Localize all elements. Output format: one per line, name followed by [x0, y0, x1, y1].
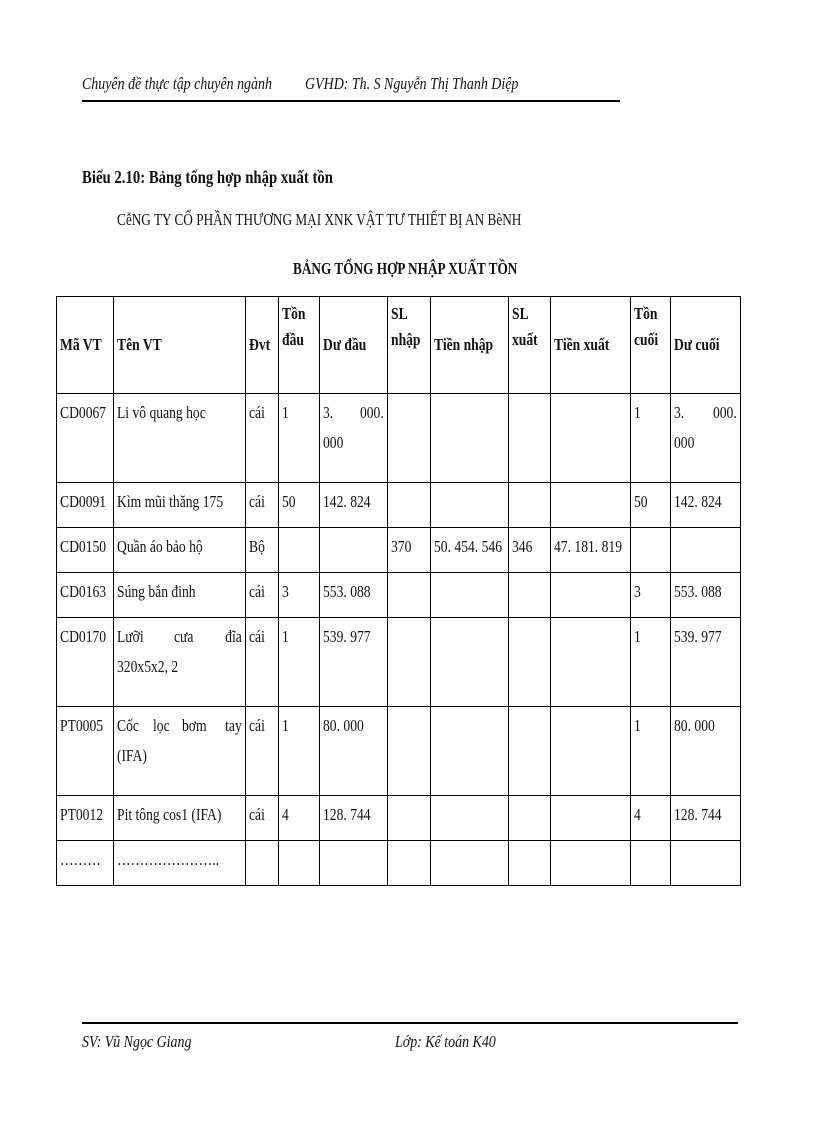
cell-du-dau: 142. 824	[320, 483, 388, 528]
cell-ton-cuoi: 1	[631, 394, 671, 483]
table-title: BẢNG TỔNG HỢP NHẬP XUẤT TỒN	[293, 259, 518, 278]
cell-tien-xuat	[551, 707, 631, 796]
cell-ma-vt: CD0067	[57, 394, 114, 483]
table-row	[57, 573, 741, 618]
cell-ton-cuoi: 50	[631, 483, 671, 528]
cell-du-cuoi: 539. 977	[671, 618, 741, 707]
cell-tien-xuat	[551, 618, 631, 707]
cell-tien-nhap	[431, 841, 509, 886]
table-row	[57, 528, 741, 573]
cell-sl-nhap: 370	[388, 528, 431, 573]
cell-tien-nhap	[431, 796, 509, 841]
cell-ten-vt: Kìm mũi thăng 175	[114, 483, 246, 528]
cell-du-dau: 3. 000. 000	[320, 394, 388, 483]
table-row	[57, 618, 741, 707]
table-row	[57, 394, 741, 483]
table-row	[57, 483, 741, 528]
cell-tien-xuat	[551, 841, 631, 886]
cell-ma-vt: CD0170	[57, 618, 114, 707]
cell-du-cuoi: 142. 824	[671, 483, 741, 528]
cell-ton-dau: 1	[279, 394, 320, 483]
cell-tien-nhap	[431, 618, 509, 707]
cell-ma-vt: ………	[57, 841, 114, 886]
figure-caption: Biểu 2.10: Bảng tổng hợp nhập xuất tồn	[82, 167, 333, 187]
cell-ton-dau: 1	[279, 618, 320, 707]
cell-ten-vt: Súng bắn đinh	[114, 573, 246, 618]
cell-tien-nhap	[431, 573, 509, 618]
cell-sl-nhap	[388, 394, 431, 483]
cell-sl-nhap	[388, 618, 431, 707]
inventory-summary-table	[56, 296, 741, 886]
cell-ten-vt: Cốc lọc bơm tay (IFA)	[114, 707, 246, 796]
cell-dvt: cái	[246, 573, 279, 618]
cell-ton-dau: 1	[279, 707, 320, 796]
cell-du-dau: 128. 744	[320, 796, 388, 841]
cell-sl-xuat	[509, 796, 551, 841]
page-header	[82, 70, 620, 102]
cell-ten-vt: Pit tông cos1 (IFA)	[114, 796, 246, 841]
cell-du-dau: 539. 977	[320, 618, 388, 707]
cell-ten-vt: Quần áo bảo hộ	[114, 528, 246, 573]
cell-ton-dau: 3	[279, 573, 320, 618]
cell-tien-xuat	[551, 796, 631, 841]
cell-sl-xuat	[509, 394, 551, 483]
cell-ton-cuoi: 4	[631, 796, 671, 841]
cell-sl-xuat	[509, 841, 551, 886]
col-header-tien-nhap: Tiền nhập	[431, 297, 509, 394]
cell-du-dau: 553. 088	[320, 573, 388, 618]
cell-dvt: Bộ	[246, 528, 279, 573]
cell-ma-vt: PT0005	[57, 707, 114, 796]
cell-ma-vt: CD0091	[57, 483, 114, 528]
table-row	[57, 841, 741, 886]
cell-du-cuoi	[671, 528, 741, 573]
cell-sl-nhap	[388, 483, 431, 528]
cell-ten-vt: …………………..	[114, 841, 246, 886]
cell-du-cuoi: 3. 000. 000	[671, 394, 741, 483]
cell-tien-nhap	[431, 707, 509, 796]
footer-student: SV: Vũ Ngọc Giang	[82, 1032, 192, 1051]
cell-du-cuoi: 80. 000	[671, 707, 741, 796]
cell-du-cuoi: 128. 744	[671, 796, 741, 841]
cell-ton-cuoi: 1	[631, 618, 671, 707]
cell-ten-vt: Lưỡi cưa đĩa 320x5x2, 2	[114, 618, 246, 707]
cell-dvt: cái	[246, 618, 279, 707]
cell-ton-dau: 50	[279, 483, 320, 528]
cell-du-dau: 80. 000	[320, 707, 388, 796]
cell-du-cuoi: 553. 088	[671, 573, 741, 618]
cell-sl-nhap	[388, 796, 431, 841]
cell-tien-nhap	[431, 483, 509, 528]
cell-ten-vt: Li vô quang học	[114, 394, 246, 483]
col-header-du-cuoi: Dư cuối	[671, 297, 741, 394]
cell-ton-dau: 4	[279, 796, 320, 841]
cell-tien-nhap: 50. 454. 546	[431, 528, 509, 573]
col-header-sl-nhap: SL nhập	[388, 297, 431, 394]
col-header-ma-vt: Mã VT	[57, 297, 114, 394]
cell-ton-dau	[279, 528, 320, 573]
cell-ton-cuoi	[631, 528, 671, 573]
page-footer	[82, 1022, 738, 1051]
cell-du-dau	[320, 841, 388, 886]
col-header-dvt: Đvt	[246, 297, 279, 394]
cell-tien-xuat: 47. 181. 819	[551, 528, 631, 573]
cell-ma-vt: CD0163	[57, 573, 114, 618]
table-row	[57, 707, 741, 796]
col-header-ten-vt: Tên VT	[114, 297, 246, 394]
cell-tien-xuat	[551, 394, 631, 483]
col-header-tien-xuat: Tiền xuất	[551, 297, 631, 394]
cell-sl-nhap	[388, 573, 431, 618]
cell-ton-cuoi: 3	[631, 573, 671, 618]
cell-sl-xuat	[509, 707, 551, 796]
cell-sl-xuat	[509, 483, 551, 528]
header-instructor: GVHD: Th. S Nguyễn Thị Thanh Diệp	[305, 74, 519, 93]
cell-tien-xuat	[551, 573, 631, 618]
col-header-ton-dau: Tồn đầu	[279, 297, 320, 394]
cell-sl-xuat	[509, 618, 551, 707]
col-header-ton-cuoi: Tồn cuối	[631, 297, 671, 394]
cell-du-dau	[320, 528, 388, 573]
cell-dvt: cái	[246, 483, 279, 528]
table-row	[57, 796, 741, 841]
header-course: Chuyên đề thực tập chuyên ngành	[82, 74, 272, 93]
cell-ton-cuoi	[631, 841, 671, 886]
cell-tien-nhap	[431, 394, 509, 483]
cell-sl-nhap	[388, 841, 431, 886]
cell-dvt: cái	[246, 707, 279, 796]
table-header-row	[57, 297, 741, 394]
cell-sl-xuat	[509, 573, 551, 618]
cell-dvt	[246, 841, 279, 886]
cell-dvt: cái	[246, 394, 279, 483]
cell-sl-xuat: 346	[509, 528, 551, 573]
cell-dvt: cái	[246, 796, 279, 841]
cell-sl-nhap	[388, 707, 431, 796]
cell-tien-xuat	[551, 483, 631, 528]
cell-ton-dau	[279, 841, 320, 886]
company-name: CễNG TY CỔ PHẦN THƯƠNG MẠI XNK VẬT TƯ THIẾT BỊ AN BèNH	[117, 210, 522, 229]
col-header-sl-xuat: SL xuất	[509, 297, 551, 394]
cell-ton-cuoi: 1	[631, 707, 671, 796]
col-header-du-dau: Dư đầu	[320, 297, 388, 394]
cell-ma-vt: CD0150	[57, 528, 114, 573]
footer-class: Lớp: Kế toán K40	[395, 1032, 496, 1051]
cell-ma-vt: PT0012	[57, 796, 114, 841]
cell-du-cuoi	[671, 841, 741, 886]
